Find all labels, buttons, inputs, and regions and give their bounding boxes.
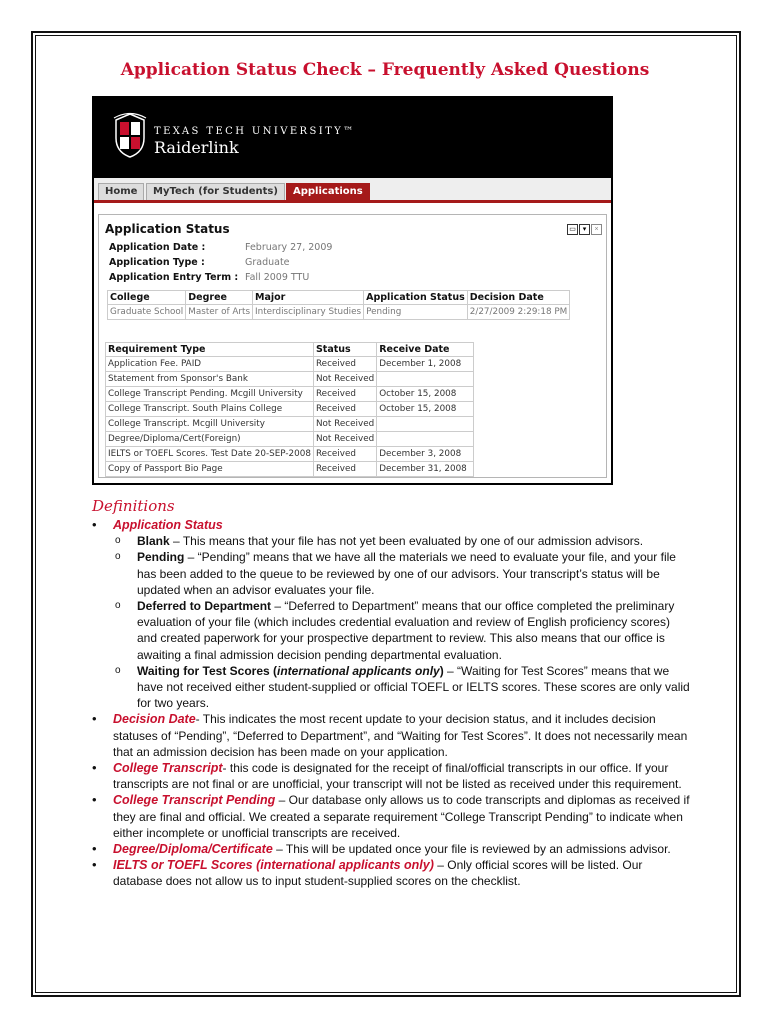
- cell: Interdisciplinary Studies: [253, 305, 364, 320]
- page-title: Application Status Check – Frequently Asked Questions: [120, 60, 650, 80]
- col-status: Status: [313, 343, 376, 357]
- cell: Received: [313, 462, 376, 477]
- definition-text: – Our database only allows us to code transcripts and diplomas as received if they are final and official. We created a separate requirement “College Transcript Pending” to indicate when either incomplete or unofficial transcripts are received.: [113, 793, 690, 840]
- definition-text: – This will be updated once your file is reviewed by an admissions advisor.: [272, 842, 671, 857]
- term: Application Status: [113, 518, 223, 532]
- definition-transcript-pending: [92, 792, 692, 841]
- table-row: [106, 447, 474, 462]
- term: Waiting for Test Scores (: [137, 663, 278, 678]
- cell: College Transcript. South Plains College: [106, 402, 314, 417]
- sub-definition-waiting: [113, 663, 692, 712]
- cell: Received: [313, 447, 376, 462]
- cell: Application Fee. PAID: [106, 357, 314, 372]
- cell: December 1, 2008: [377, 357, 474, 372]
- field-value: Graduate: [245, 257, 290, 268]
- cell: October 15, 2008: [377, 402, 474, 417]
- cell: Statement from Sponsor's Bank: [106, 372, 314, 387]
- cell: College Transcript. Mcgill University: [106, 417, 314, 432]
- table-row: [106, 387, 474, 402]
- panel-title: Application Status: [105, 222, 230, 236]
- university-name: TEXAS TECH UNIVERSITY™: [154, 126, 356, 137]
- definition-text: – “Waiting for Test Scores” means that we have not received either student-supplied or official TOEFL or IELTS scores. These scores are only valid for two years.: [137, 663, 690, 711]
- term: Degree/Diploma/Certificate: [113, 842, 273, 857]
- cell: Received: [313, 387, 376, 402]
- definition-text: – This means that your file has not yet been evaluated by one of our admission advisors.: [169, 534, 644, 549]
- sub-definition-deferred: [113, 598, 692, 663]
- field-value: February 27, 2009: [245, 242, 333, 253]
- term-close: ): [439, 663, 444, 678]
- cell: Degree/Diploma/Cert(Foreign): [106, 432, 314, 447]
- definition-decision-date: [92, 711, 692, 760]
- definition-text: – “Pending” means that we have all the materials we need to evaluate your file, and your file has been added to the queue to be reviewed by one of our advisors. Your transcript’s status will be updated when an advisor evaluates your file.: [137, 550, 676, 597]
- definition-college-transcript: [92, 760, 692, 792]
- table-row: [106, 417, 474, 432]
- cell: December 3, 2008: [377, 447, 474, 462]
- field-entry-term: [109, 272, 310, 283]
- tab-mytech[interactable]: MyTech (for Students): [146, 183, 285, 200]
- cell: [377, 417, 474, 432]
- col-college: College: [108, 291, 186, 305]
- definitions-list: [92, 517, 692, 890]
- term: IELTS or TOEFL Scores (international applicants only): [113, 858, 434, 873]
- field-label: Application Entry Term :: [109, 272, 239, 283]
- term: Pending: [137, 550, 185, 565]
- table-row: [106, 432, 474, 447]
- sub-definition-pending: [113, 549, 692, 598]
- col-receive-date: Receive Date: [377, 343, 474, 357]
- col-app-status: Application Status: [364, 291, 468, 305]
- table-row: [108, 305, 570, 320]
- field-label: Application Type :: [109, 257, 205, 268]
- cell: Graduate School: [108, 305, 186, 320]
- col-major: Major: [253, 291, 364, 305]
- definition-text: – Only official scores will be listed. Our database does not allow us to input student-supplied scores on the checklist.: [113, 858, 643, 889]
- cell: [377, 432, 474, 447]
- portal-name: Raiderlink: [154, 138, 239, 157]
- cell: 2/27/2009 2:29:18 PM: [467, 305, 570, 320]
- definition-text: - This indicates the most recent update to your decision status, and it includes decision statuses of “Pending”, “Deferred to Department”, and “Waiting for Test Scores”. It does not necessarily mean that an admission decision has been made on your application.: [113, 712, 688, 759]
- table-row: [106, 372, 474, 387]
- term: Decision Date: [113, 712, 196, 727]
- cell: [377, 372, 474, 387]
- term: College Transcript: [113, 761, 223, 776]
- restore-icon[interactable]: ▭: [567, 224, 578, 235]
- cell: IELTS or TOEFL Scores. Test Date 20-SEP-2008: [106, 447, 314, 462]
- cell: October 15, 2008: [377, 387, 474, 402]
- definition-degree: [92, 841, 692, 857]
- cell: Not Received: [313, 417, 376, 432]
- header-banner: [94, 98, 611, 178]
- applications-table: [107, 290, 570, 320]
- field-value: Fall 2009 TTU: [245, 272, 310, 283]
- table-header-row: [106, 343, 474, 357]
- table-row: [106, 462, 474, 477]
- table-row: [106, 402, 474, 417]
- nav-tabs: [94, 178, 611, 203]
- ttu-seal-icon: [112, 112, 148, 158]
- table-header-row: [108, 291, 570, 305]
- cell: Not Received: [313, 372, 376, 387]
- tab-applications[interactable]: Applications: [286, 183, 370, 200]
- col-requirement-type: Requirement Type: [106, 343, 314, 357]
- cell: Master of Arts: [186, 305, 253, 320]
- cell: Pending: [364, 305, 468, 320]
- definitions-heading: Definitions: [92, 497, 175, 515]
- requirements-table: [105, 342, 474, 477]
- cell: Received: [313, 402, 376, 417]
- definition-text: – “Deferred to Department” means that our office completed the preliminary evaluation of your file (which includes credential evaluation and review of English proficiency scores) and created paperwork for your prospective department to review. This also means that our office is awaiting a final admission decision pending departmental evaluation.: [137, 599, 675, 662]
- field-application-date: [109, 242, 333, 253]
- term: Blank: [137, 534, 170, 549]
- close-icon[interactable]: ×: [591, 224, 602, 235]
- field-label: Application Date :: [109, 242, 206, 253]
- table-row: [106, 357, 474, 372]
- application-status-panel: [98, 214, 607, 478]
- col-decision-date: Decision Date: [467, 291, 570, 305]
- sub-definition-blank: [113, 533, 692, 549]
- cell: Not Received: [313, 432, 376, 447]
- definition-application-status: [92, 517, 692, 711]
- raiderlink-screenshot: [92, 96, 613, 485]
- definition-ielts-toefl: [92, 857, 692, 889]
- cell: College Transcript Pending. Mcgill University: [106, 387, 314, 402]
- definition-text: - this code is designated for the receipt of final/official transcripts in our office. If your transcripts are not final or are unofficial, your transcript will not be listed as received under this requirement.: [113, 761, 682, 792]
- cell: Received: [313, 357, 376, 372]
- term-italic: international applicants only: [277, 663, 440, 678]
- tab-home[interactable]: Home: [98, 183, 144, 200]
- cell: December 31, 2008: [377, 462, 474, 477]
- term: College Transcript Pending: [113, 793, 276, 808]
- term: Deferred to Department: [137, 599, 272, 614]
- cell: Copy of Passport Bio Page: [106, 462, 314, 477]
- minimize-icon[interactable]: ▾: [579, 224, 590, 235]
- col-degree: Degree: [186, 291, 253, 305]
- field-application-type: [109, 257, 290, 268]
